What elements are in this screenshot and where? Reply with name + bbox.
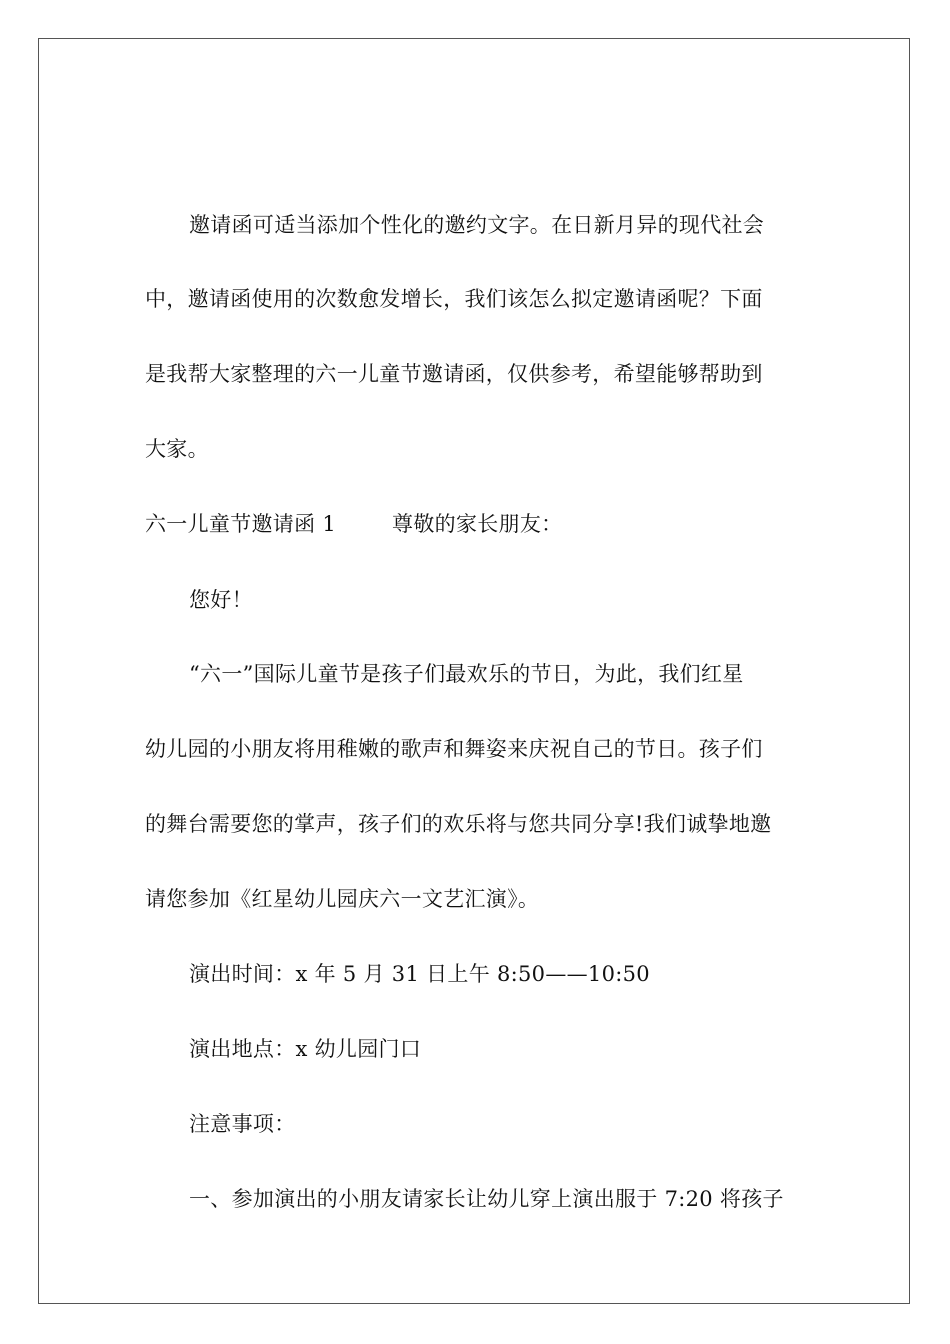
letter-heading: 六一儿童节邀请函 1 (145, 512, 337, 536)
body-line-1: “六一”国际儿童节是孩子们最欢乐的节日，为此，我们红星 (189, 662, 744, 686)
intro-line-2: 中，邀请函使用的次数愈发增长，我们该怎么拟定邀请函呢？下面 (145, 287, 763, 311)
body-line-2: 幼儿园的小朋友将用稚嫩的歌声和舞姿来庆祝自己的节日。孩子们 (145, 737, 763, 761)
intro-line-3: 是我帮大家整理的六一儿童节邀请函，仅供参考，希望能够帮助到 (145, 362, 763, 386)
salutation: 尊敬的家长朋友： (392, 512, 563, 536)
body-line-3: 的舞台需要您的掌声，孩子们的欢乐将与您共同分享!我们诚挚地邀 (145, 812, 772, 836)
heading-row (145, 509, 562, 539)
notes-title: 注意事项： (189, 1112, 296, 1136)
note-item-1: 一、参加演出的小朋友请家长让幼儿穿上演出服于 7:20 将孩子 (189, 1187, 784, 1211)
greeting: 您好！ (189, 588, 253, 612)
intro-line-1: 邀请函可适当添加个性化的邀约文字。在日新月异的现代社会 (189, 213, 765, 237)
body-line-4: 请您参加《红星幼儿园庆六一文艺汇演》。 (145, 887, 540, 911)
performance-place: 演出地点：x 幼儿园门口 (189, 1037, 422, 1061)
intro-line-4: 大家。 (145, 437, 209, 461)
performance-time: 演出时间：x 年 5 月 31 日上午 8:50——10:50 (189, 962, 650, 986)
